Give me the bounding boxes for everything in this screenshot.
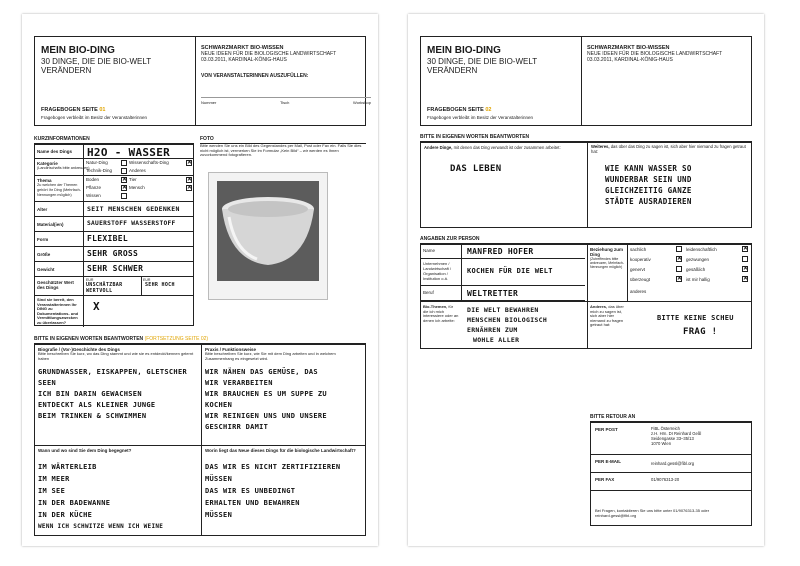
checkbox-genervt[interactable] (676, 266, 682, 272)
form-title-2: MEIN BIO-DING (427, 45, 501, 56)
verwandt-box (420, 142, 752, 228)
foto-polaroid (208, 172, 328, 300)
email-link[interactable]: reinhard.gessl@fibl.org (651, 461, 695, 466)
form-title: MEIN BIO-DING (41, 45, 115, 56)
row-bereit: Sind sie bereit, den Veranstalterinnen Ihr DING zu Dokumentations- und Vermittlungszwecken zu überlassen? X (35, 296, 193, 327)
row-kategorie: Kategorie (Landirtschafts bitte ankreuzen) Natur-Ding Wissenschafts-Ding Technik-Ding Anderes ✕ (35, 159, 193, 176)
beziehung-options: sachlich leidenschaftlich ✕ kooperativ ✕ gezwungen genervt gesäßlich ✕ überzeugt ✕ ist mir hallig ✕ anderes (630, 246, 749, 294)
biografie-block: Biografie / (Vor-)Geschichte des Dings Bitte beschreiben Sie kurz, wo das Ding stammt und wie sie es entdeckt/kennen gelernt haben GRUNDWASSER, EISKAPPEN, GLETSCHER SEEN ICH BIN DARIN GEWACHSEN ENTDECKT ALS KLEINER JUNGE BEIM TRINKEN & SCHWIMMEN (38, 347, 198, 422)
bw-heading: BITTE IN EIGENEN WORTEN BEANTWORTEN (FORTSETZUNG SEITE 02) (34, 336, 366, 344)
retour-box (590, 422, 752, 526)
weiteres-block: Weiteres, das über das Ding zu sagen ist, sich aber hier niemand zu fragen getraut hat: WIE KANN WASSER SO WUNDERBAR SEIN UND GLEICHZEITIG GANZE STÄDTE AUSRADIEREN (591, 145, 749, 207)
retour-post: PER POST FiBL Österreich z.H. Hrn. DI Reinhard Geßl Seidengasse 33–35/13 1070 Wien (591, 423, 751, 455)
checkbox-ueberzeugt[interactable]: ✕ (677, 276, 683, 282)
retour-email: PER E-MAIL reinhard.gessl@fibl.org (591, 455, 751, 473)
wert-value-2: SEHR HOCH (145, 282, 175, 288)
praxis-text: WIR NÄHEN DAS GEMÜSE, DAS WIR VERARBEITEN WIR BRAUCHEN ES UM SUPPE ZU KOCHEN WIR REINIGEN UNS UND UNSERE GESCHIRR DAMIT (205, 368, 327, 432)
checkbox-hallig[interactable]: ✕ (743, 276, 749, 282)
row-wert: Geschätzter Wert des Dings EUR UNSCHÄTZBAR WERTVOLL EUR SEHR HOCH (35, 277, 193, 296)
page-number: FRAGEBOGEN SEITE 01 (41, 107, 106, 113)
row-gewicht: Gewicht SEHR SCHWER (35, 262, 193, 277)
organizer-fields: Nummer Tisch Workshop (201, 97, 371, 105)
material-value: SAUERSTOFF WASSERSTOFF (87, 220, 176, 227)
checkbox-gezwungen[interactable] (742, 256, 748, 262)
kurzinfo-heading: KURZINFORMATIONEN (34, 136, 194, 144)
anderes-label: Anderes, das über mich zu sagen ist, sich aber hier niemand zu fragen getraut hat: (590, 304, 624, 328)
page-number-2: FRAGEBOGEN SEITE 02 (427, 107, 492, 113)
bw-heading-2: BITTE IN EIGENEN WORTEN BEANTWORTEN (420, 134, 752, 142)
checkbox-mensch[interactable]: ✕ (187, 185, 193, 191)
checkbox-gesellig[interactable]: ✕ (743, 266, 749, 272)
checkbox-wissenschaft[interactable]: ✕ (187, 160, 193, 166)
bereit-value[interactable]: X (93, 300, 100, 313)
groesse-value: SEHR GROSS (87, 249, 139, 258)
page-note-2: Fragebogen verbleibt im Besitz der Veranstalterinnen (427, 115, 534, 120)
gewicht-value: SEHR SCHWER (87, 264, 144, 273)
person-row-beruf: Beruf WELTRETTER (421, 286, 585, 301)
row-form: Form FLEXIBEL (35, 232, 193, 247)
checkbox-technik[interactable] (121, 168, 127, 174)
checkbox-natur[interactable] (121, 160, 127, 166)
checkbox-tier[interactable]: ✕ (187, 177, 193, 183)
wann-block: Wann und wo sind Sie dem Ding begegnet? IM WÄRTERLEIB IM MEER IM SEE IN DER BADEWANNE IN DER KÜCHE WENN ICH SCHWITZE WENN ICH WEINE (38, 448, 198, 533)
wann-text: IM WÄRTERLEIB IM MEER IM SEE IN DER BADEWANNE IN DER KÜCHE WENN ICH SCHWITZE WENN ICH WEINE (38, 463, 164, 530)
row-groesse: Größe SEHR GROSS (35, 247, 193, 262)
foto-note: Bitte wenden Sie uns ein Bild des Gegenstandes per Mail, Post oder Fax ein. Falls Sie dies nicht möglich ist, vermerken Sie im Formular „Kein Bild“ – wir werden es Ihnen zuvorkommend fotografieren. (200, 143, 362, 158)
organizer-fill-note: VON VERANSTALTERINNEN AUSZUFÜLLEN: (201, 73, 309, 79)
foto-heading: FOTO (200, 136, 366, 144)
biografie-text: GRUNDWASSER, EISKAPPEN, GLETSCHER SEEN ICH BIN DARIN GEWACHSEN ENTDECKT ALS KLEINER JUNGE BEIM TRINKEN & SCHWIMMEN (38, 368, 187, 421)
organizer-info: SCHWARZMARKT BIO-WISSEN NEUE IDEEN FÜR DIE BIOLOGISCHE LANDWIRTSCHAFT 03.03.2011, KARDINAL-KÖNIG-HAUS (201, 45, 337, 63)
row-material: Material(ien) SAUERSTOFF WASSERSTOFF (35, 217, 193, 232)
questionnaire-page-2 (408, 14, 764, 546)
person-box (420, 244, 752, 349)
form-subtitle-2: 30 DINGE, DIE DIE BIO-WELT VERÄNDERN (427, 57, 537, 75)
weiteres-text: WIE KANN WASSER SO WUNDERBAR SEIN UND GLEICHZEITIG GANZE STÄDTE AUSRADIEREN (605, 163, 692, 206)
worin-text: DAS WIR ES NICHT ZERTIFIZIEREN MÜSSEN DAS WIR ES UNBEDINGT ERHALTEN UND BEWAHREN MÜSSEN (205, 463, 341, 519)
praxis-block: Praxis / Funktionsweise Bitte beschreiben Sie kurz, wie Sie mit dem Ding arbeiten und in welchem Zusammenhang es eingesetzt wird. WIR NÄHEN DAS GEMÜSE, DAS WIR VERARBEITEN WIR BRAUCHEN ES UM SUPPE ZU KOCHEN WIR REINIGEN UNS UND UNSERE GESCHIRR DAMIT (205, 347, 363, 433)
questionnaire-page-1 (22, 14, 378, 546)
person-heading: ANGABEN ZUR PERSON (420, 236, 752, 244)
andere-block: Andere Dinge, mit denen das Ding verwandt ist oder zusammen arbeitet: DAS LEBEN (424, 145, 584, 174)
checkbox-sachlich[interactable] (676, 246, 682, 252)
page-note: Fragebogen verbleibt im Besitz der Veranstalterinnen (41, 115, 148, 120)
person-row-unt: Unternehmen / Landwirtschaft / Organisation / Institution o.ä. KOCHEN FÜR DIE WELT (421, 259, 585, 286)
checkbox-boden[interactable]: ✕ (122, 177, 128, 183)
alter-value: SEIT MENSCHEN GEDENKEN (87, 205, 180, 213)
row-thema: Thema Zu welchen der Themen gehört Ihr Ding (Mehrfach-Nennungen möglich) Boden ✕ Tier ✕ Pflanze ✕ Mensch ✕ Wissen (35, 176, 193, 202)
beziehung-label: Beziehung zum Ding (Zutreffendes bitte ankreuzen, Mehrfach-Nennungen möglich) (590, 247, 625, 269)
person-beruf-value: WELTRETTER (467, 289, 519, 298)
organizer-info-2: SCHWARZMARKT BIO-WISSEN NEUE IDEEN FÜR DIE BIOLOGISCHE LANDWIRTSCHAFT 03.03.2011, KARDINAL-KÖNIG-HAUS (587, 45, 723, 63)
bw-answers (34, 344, 366, 536)
name-value: H2O - WASSER (87, 146, 171, 159)
person-name-value: MANFRED HOFER (467, 247, 534, 256)
andere-text: DAS LEBEN (450, 164, 502, 174)
checkbox-wissen[interactable] (121, 193, 127, 199)
form-header-2 (420, 36, 752, 126)
form-subtitle: 30 DINGE, DIE DIE BIO-WELT VERÄNDERN (41, 57, 151, 75)
anderes-text: BITTE KEINE SCHEU FRAG ! (657, 314, 734, 337)
checkbox-pflanze[interactable]: ✕ (122, 185, 128, 191)
person-unt-value: KOCHEN FÜR DIE WELT (467, 267, 553, 275)
retour-fax: PER FAX 01/9076313-20 (591, 473, 751, 491)
checkbox-leidenschaftlich[interactable]: ✕ (743, 246, 749, 252)
worin-block: Worin liegt das Neue dieses Dings für die biologische Landwirtschaft? DAS WIR ES NICHT ZERTIFIZIEREN MÜSSEN DAS WIR ES UNBEDINGT ERHALTEN UND BEWAHREN MÜSSEN (205, 448, 363, 521)
bio-themen-text: DIE WELT BEWAHREN MENSCHEN BIOLOGISCH ERNÄHREN ZUM WOHLE ALLER (467, 306, 548, 344)
form-value: FLEXIBEL (87, 234, 128, 243)
kurzinfo-table (34, 144, 194, 326)
row-name: Name des Dings H2O - WASSER (35, 145, 193, 159)
fragen-note: Bei Fragen, kontaktieren Sie uns bitte unter 01/9076313-35 oder reinhard.gessl@fibl.org (595, 508, 710, 518)
retour-heading: BITTE RETOUR AN (590, 414, 752, 422)
row-alter: Alter SEIT MENSCHEN GEDENKEN (35, 202, 193, 217)
person-row-name: Name MANFRED HOFER (421, 245, 585, 259)
bowl-illustration (217, 181, 319, 281)
bio-themen-label: Bio-Themen, für die ich mich interessiere oder an denen ich arbeite: (423, 304, 459, 323)
checkbox-kooperativ[interactable]: ✕ (677, 256, 683, 262)
form-header (34, 36, 371, 126)
foto-image (217, 181, 319, 281)
wert-value-1: UNSCHÄTZBAR WERTVOLL (86, 282, 123, 294)
header-divider (195, 37, 196, 125)
